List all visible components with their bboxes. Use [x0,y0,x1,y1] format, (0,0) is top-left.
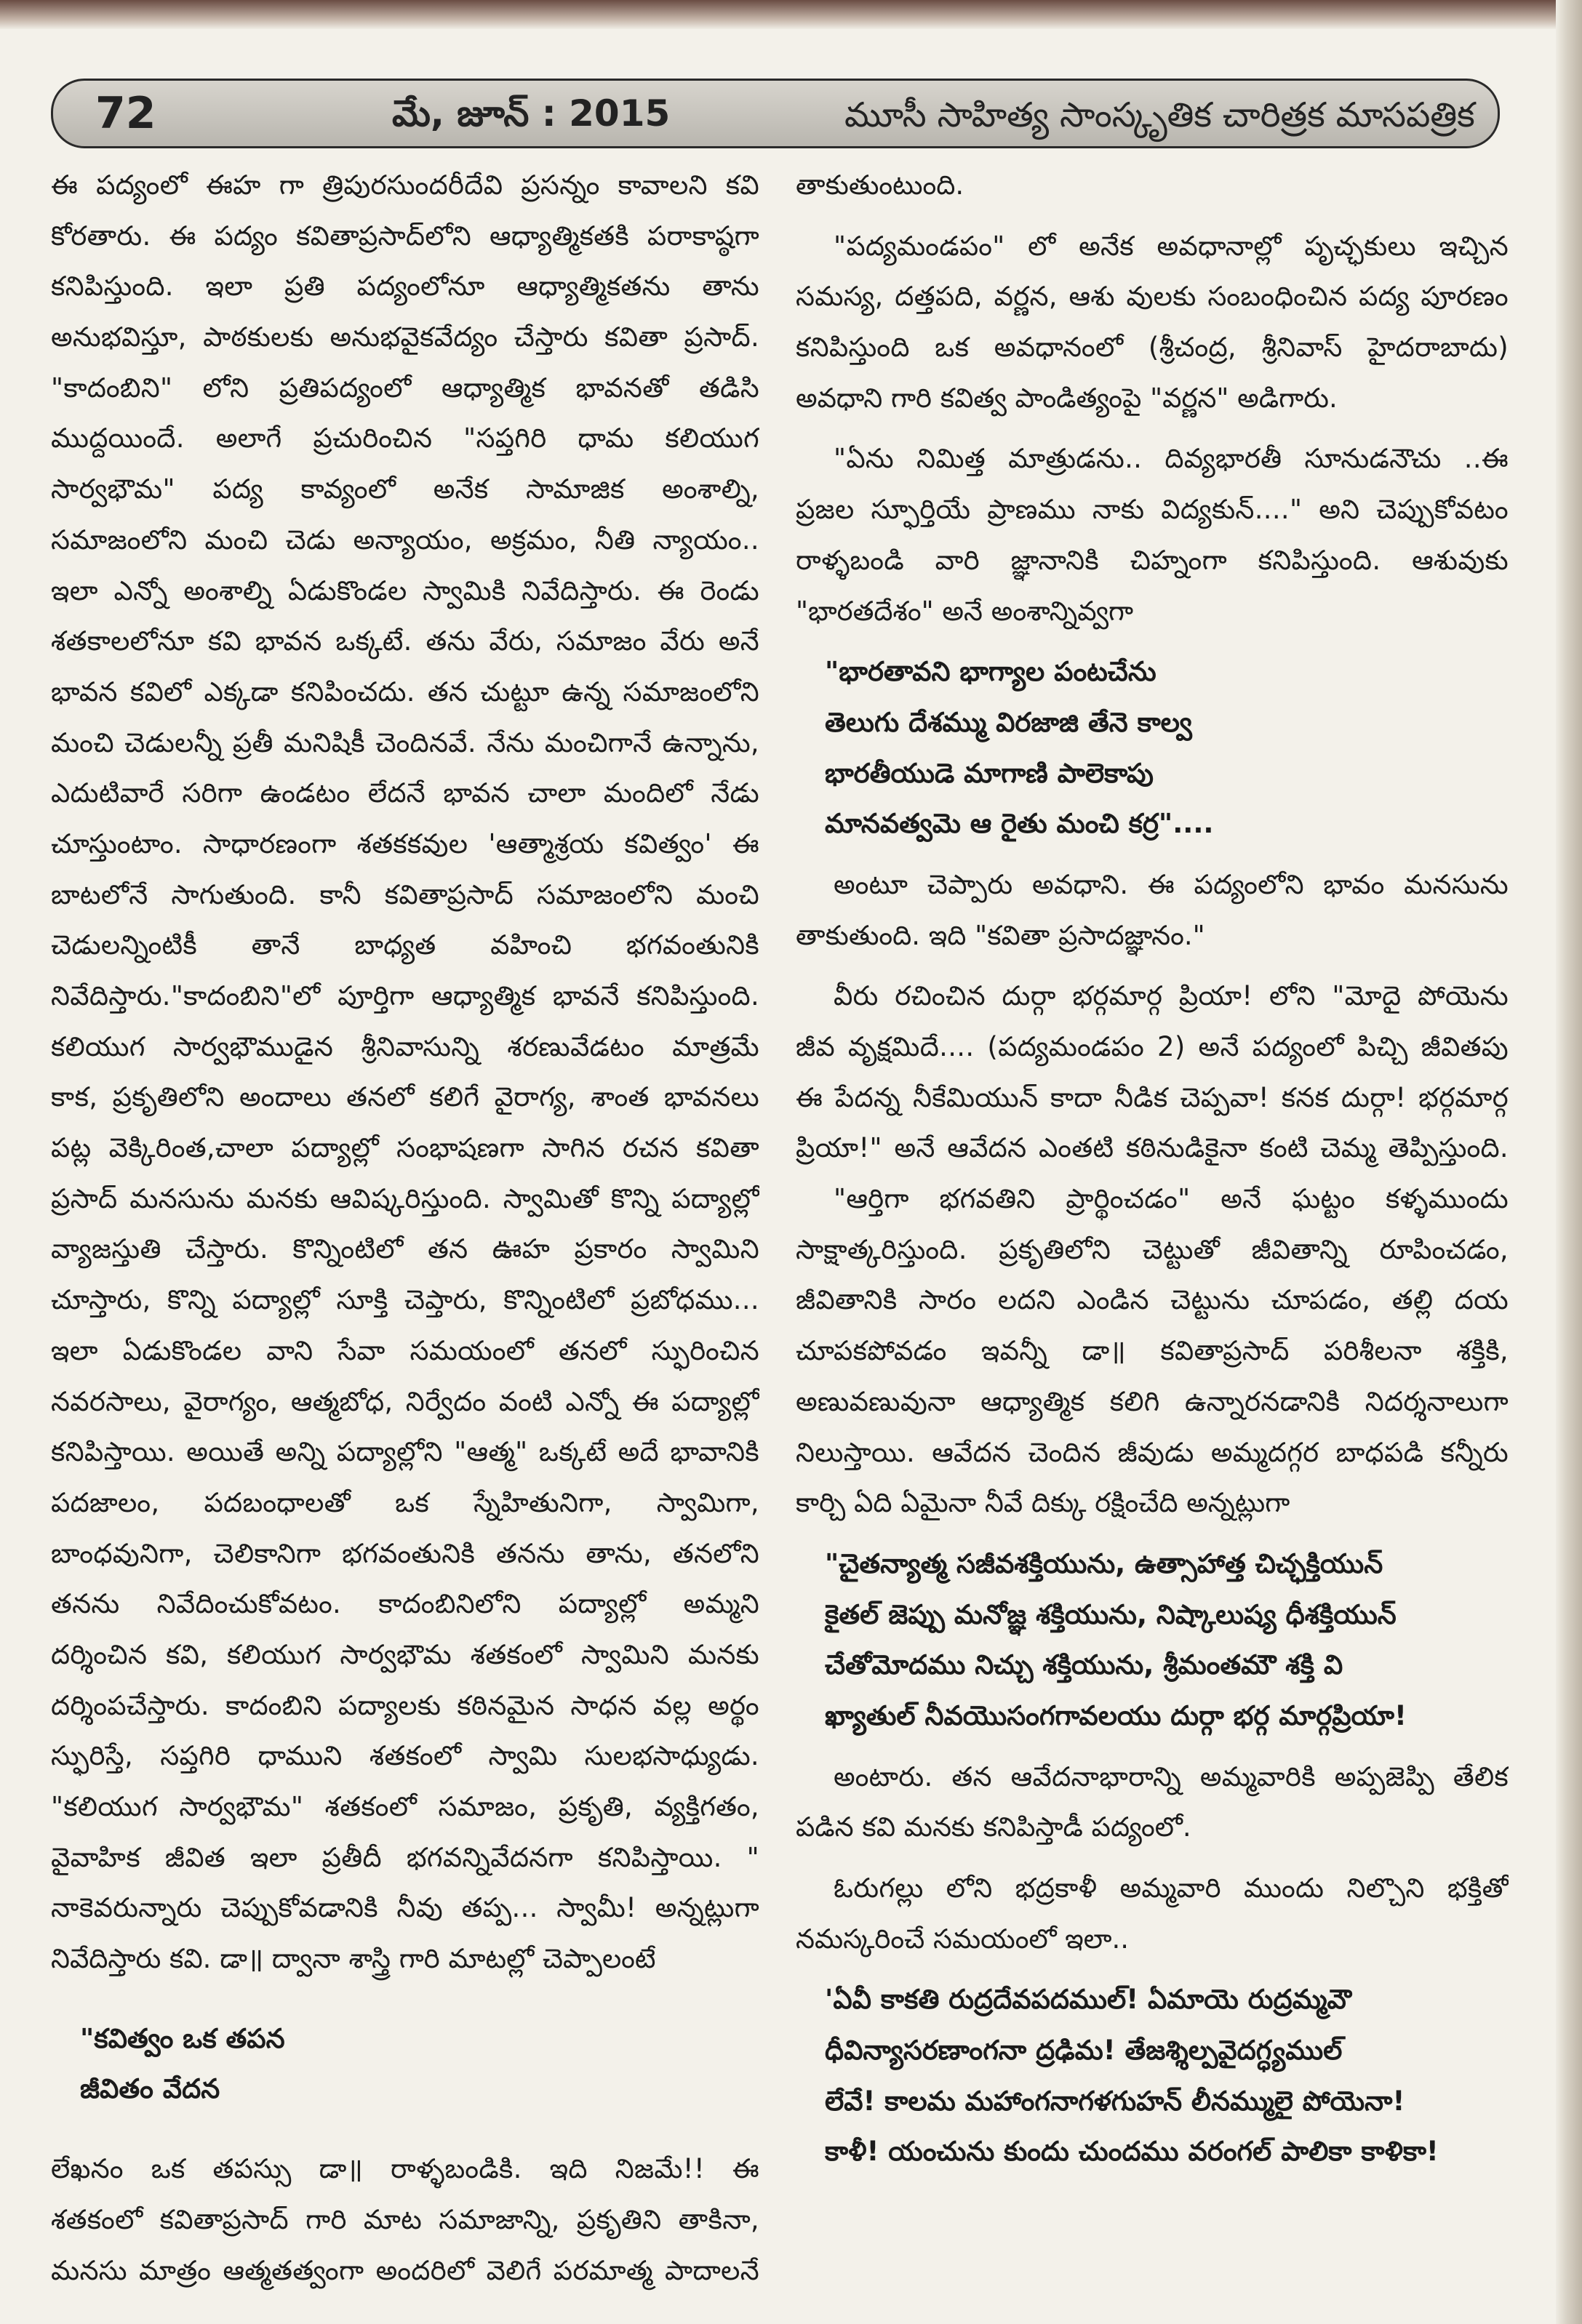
page-right-edge [1556,0,1582,2324]
text-line: కలియుగ సార్వభౌముడైన శ్రీనివాసున్ని శరణువేడటం మాత్రమే [51,1030,759,1062]
verse-line: "భారతావని భాగ్యాల పంటచేను [825,656,1156,688]
text-line: బాంధవునిగా, చెలికానిగా భగవంతునికి తనను తాను, తనలోని [51,1537,759,1569]
text-line: మనసు మాత్రం ఆత్మతత్వంగా అందరిలో వెలిగే పరమాత్మ పాదాలనే [51,2254,759,2286]
magazine-title: మూసీ సాహిత్య సాంస్కృతిక చారిత్రక మాసపత్రిక [844,95,1475,135]
text-line: "కాదంబిని" లోని ప్రతిపద్యంలో ఆధ్యాత్మిక భావనతో తడిసి [51,372,759,404]
text-line: కనిపిస్తుంది ఒక అవధానంలో (శ్రీచంద్ర, శ్రీనివాస్ హైదరాబాదు) [796,332,1509,364]
text-line: పడిన కవి మనకు కనిపిస్తాడీ పద్యంలో. [796,1811,1191,1843]
right-paragraph-2 [796,433,1509,636]
text-line: పదజాలం, పదబంధాలతో ఒక స్నేహితునిగా, స్వామిగా, [51,1486,759,1518]
verse-chaitanyatma [796,1539,1509,1742]
right-paragraph-1 [796,221,1509,424]
text-line: సాక్షాత్కరిస్తుంది. ప్రకృతిలోని చెట్టుతో జీవితాన్ని రూపించడం, [796,1233,1509,1265]
text-line: ఎదుటివారే సరిగా ఉండటం లేదనే భావన చాలా మందిలో నేడు [51,777,759,809]
issue-date: మే, జూన్ : 2015 [392,92,671,135]
right-column [796,160,1509,2177]
verse-line: ఖ్యాతుల్ నీవయొసంగగావలయు దుర్గా భర్గ మార్గప్రియా! [825,1699,1407,1731]
verse-line: 'ఏవీ కాకతి రుద్రదేవపదముల్! ఏమాయె రుద్రమ్మవౌ [825,1984,1351,2016]
text-line: నివేదిస్తారు కవి. డా॥ ద్వానా శాస్త్రి గారి మాటల్లో చెప్పాలంటే [51,1943,656,1975]
text-line: కార్చి ఏది ఏమైనా నీవే దిక్కు రక్షించేది అన్నట్లుగా [796,1487,1290,1519]
text-line: "కలియుగ సార్వభౌమ" శతకంలో సమాజం, ప్రకృతి, వ్యక్తిగతం, [51,1791,759,1822]
text-line: రాళ్ళబండి వారి జ్ఞానానికి చిహ్నంగా కనిపిస్తుంది. ఆశువుకు [796,544,1509,576]
verse-line: లేవే! కాలమ మహాంగనాగళగుహన్ లీనమ్ములై పోయెనా! [825,2085,1405,2117]
verse-line: కైతల్ జెప్పు మనోజ్ఞ శక్తియును, నిష్కాలుష్య ధీశక్తియున్ [825,1598,1397,1630]
text-line: ప్రజల స్ఫూర్తియే ప్రాణము నాకు విద్యకున్...." అని చెప్పుకోవటం [796,494,1509,526]
verse-line: ధీవిన్యాసరణాంగనా ద్రఢిమ! తేజశ్శిల్పవైదగ్ధ్యముల్ [825,2035,1343,2067]
left-column [51,160,759,2296]
text-line: అవధాని గారి కవిత్వ పాండిత్యంపై "వర్ణన" అడిగారు. [796,382,1338,414]
text-line: చూస్తారు, కొన్ని పద్యాల్లో సూక్తి చెప్తారు, కొన్నింటిలో ప్రబోధము... [51,1284,759,1316]
verse-line: మానవత్వమె ఆ రైతు మంచి కర్ర".... [825,808,1214,840]
text-line: కనిపిస్తాయి. అయితే అన్ని పద్యాల్లోని "ఆత్మ" ఒక్కటే అదే భావానికి [51,1436,759,1468]
text-line: తాకుతుంది. ఇది "కవితా ప్రసాదజ్ఞానం." [796,919,1205,951]
text-line: "ఏను నిమిత్త మాత్రుడను.. దివ్యభారతీ సూనుడనౌచు ..ఈ [834,443,1509,475]
verse-bharatavani [796,646,1509,849]
page-number: 72 [95,88,156,139]
text-line: చెడులన్నింటికీ తానే బాధ్యత వహించి భగవంతునికి [51,929,759,961]
text-line: నిలుస్తాయి. ఆవేదన చెందిన జీవుడు అమ్మదగ్గర బాధపడి కన్నీరు [796,1436,1509,1468]
quote-line: "కవిత్వం ఒక తపన [80,2022,285,2054]
text-line: ముద్దయిందే. అలాగే ప్రచురించిన "సప్తగిరి ధామ కలియుగ [51,422,759,454]
text-line: భావన కవిలో ఎక్కడా కనిపించదు. తన చుట్టూ ఉన్న సమాజంలోని [51,676,759,708]
text-line: నాకెవరున్నారు చెప్పుకోవడానికి నీవు తప్ప... స్వామీ! అన్నట్లుగా [51,1892,759,1924]
left-quote [51,2014,759,2115]
text-line: తాకుతుంటుంది. [796,169,964,201]
text-line: స్ఫురిస్తే, సప్తగిరి ధాముని శతకంలో స్వామి సులభసాధ్యుడు. [51,1740,759,1772]
text-line: "ఆర్తిగా భగవతిని ప్రార్థించడం" అనే ఘట్టం కళ్ళముందు [834,1183,1509,1215]
verse-line: "చైతన్యాత్మ సజీవశక్తియును, ఉత్సాహాత్త చిచ్ఛక్తియున్ [825,1547,1383,1579]
text-line: పట్ల వెక్కిరింత,చాలా పద్యాల్లో సంభాషణగా సాగిన రచన కవితా [51,1132,759,1164]
text-line: ఓరుగల్లు లోని భద్రకాళీ అమ్మవారి ముందు నిల్చొని భక్తితో [834,1872,1509,1904]
quote-line: జీవితం వేదన [80,2073,220,2105]
verse-line: భారతీయుడె మాగాణి పాలెకాపు [825,757,1154,789]
text-line: అంటారు. తన ఆవేదనాభారాన్ని అమ్మవారికి అప్పజెప్పి తేలిక [834,1760,1509,1792]
text-line: "పద్యమండపం" లో అనేక అవధానాల్లో పృచ్ఛకులు ఇచ్చిన [834,230,1509,262]
text-line: మంచి చెడులన్నీ ప్రతీ మనిషికీ చెందినవే. నేను మంచిగానే ఉన్నాను, [51,726,759,758]
text-line: ప్రసాద్ మనసును మనకు ఆవిష్కరిస్తుంది. స్వామితో కొన్ని పద్యాల్లో [51,1182,759,1214]
verse-kakati [796,1974,1509,2177]
text-line: జీవితానికి సారం లదని ఎండిన చెట్టును చూపడం, తల్లి దయ [796,1284,1509,1316]
text-line: "భారతదేశం" అనే అంశాన్నివ్వగా [796,595,1134,627]
text-line: నవరసాలు, వైరాగ్యం, ఆత్మబోధ, నిర్వేదం వంటి ఎన్నో ఈ పద్యాల్లో [51,1385,759,1417]
text-line: కనిపిస్తుంది. ఇలా ప్రతి పద్యంలోనూ ఆధ్యాత్మికతను తాను [51,271,759,302]
text-line: అణువణువునా ఆధ్యాత్మిక కలిగి ఉన్నారనడానికి నిదర్శనాలుగా [796,1385,1509,1417]
text-line: లేఖనం ఒక తపస్సు డా॥ రాళ్ళబండికి. ఇది నిజమే!! ఈ [51,2153,759,2185]
text-line: సమస్య, దత్తపది, వర్ణన, ఆశు వులకు సంబంధించిన పద్య పూరణం [796,281,1509,313]
text-line: దర్శింపచేస్తారు. కాదంబిని పద్యాలకు కఠినమైన సాధన వల్ల అర్థం [51,1689,759,1721]
text-line: ఇలా ఏడుకొండల వాని సేవా సమయంలో తనలో స్ఫురించిన [51,1334,759,1366]
text-line: వైవాహిక జీవిత ఇలా ప్రతీదీ భగవన్నివేదనగా కనిపిస్తాయి. " [51,1841,759,1873]
right-paragraph-6 [796,1863,1509,1964]
text-line: తనను నివేదించుకోవటం. కాదంబినిలోని పద్యాల్లో అమ్మని [51,1588,759,1620]
text-line: అనుభవిస్తూ, పాఠకులకు అనుభవైకవేద్యం చేస్తారు కవితా ప్రసాద్. [51,321,759,353]
page-top-edge [0,0,1582,29]
left-paragraph-1 [51,160,759,1984]
right-paragraph-4 [796,971,1509,1528]
page-header-banner [51,79,1500,148]
text-line: చూపకపోవడం ఇవన్నీ డా॥ కవితాప్రసాద్ పరిశీలనా శక్తికి, [796,1335,1509,1367]
text-line: నమస్కరించే సమయంలో ఇలా.. [796,1923,1130,1955]
right-paragraph-5 [796,1752,1509,1853]
text-line: ఇలా ఎన్నో అంశాల్ని ఏడుకొండల స్వామికి నివేదిస్తారు. ఈ రెండు [51,574,759,606]
text-line: దర్శించిన కవి, కలియుగ సార్వభౌమ శతకంలో స్వామిని మనకు [51,1638,759,1670]
text-line: కోరతారు. ఈ పద్యం కవితాప్రసాద్‌లోని ఆధ్యాత్మికతకి పరాకాష్ఠగా [51,220,759,252]
right-paragraph-3 [796,860,1509,961]
text-line: శతకంలో కవితాప్రసాద్ గారి మాట సమాజాన్ని, ప్రకృతిని తాకినా, [51,2203,759,2235]
text-line: సమాజంలోని మంచి చెడు అన్యాయం, అక్రమం, నీతి న్యాయం.. [51,524,759,556]
text-line: ప్రియా!" అనే ఆవేదన ఎంతటి కఠినుడికైనా కంటి చెమ్మ తెప్పిస్తుంది. [796,1132,1509,1164]
text-line: వీరు రచించిన దుర్గా భర్గమార్గ ప్రియా! లోని "మోదై పోయెను [834,980,1509,1012]
text-line: కాక, ప్రకృతిలోని అందాలు తనలో కలిగే వైరాగ్య, శాంత భావనలు [51,1081,759,1113]
text-line: చూస్తుంటాం. సాధారణంగా శతకకవుల 'ఆత్మాశ్రయ కవిత్వం' ఈ [51,828,759,860]
verse-line: చేతోమోదము నిచ్చు శక్తియును, శ్రీమంతమౌ శక్తి వి [825,1649,1343,1681]
verse-line: తెలుగు దేశమ్ము విరజాజి తేనె కాల్వ [825,706,1192,738]
text-line: నివేదిస్తారు."కాదంబిని"లో పూర్తిగా ఆధ్యాత్మిక భావనే కనిపిస్తుంది. [51,980,759,1011]
text-line: ఈ పద్యంలో ఈహ గా త్రిపురసుందరీదేవి ప్రసన్నం కావాలని కవి [51,169,759,201]
text-line: సార్వభౌమ" పద్య కావ్యంలో అనేక సామాజిక అంశాల్ని, [51,473,759,505]
text-line: ఈ పేదన్న నీకేమియున్ కాదా నీడిక చెప్పవా! కనక దుర్గా! భర్గమార్గ [796,1081,1509,1113]
text-line: అంటూ చెప్పారు అవధాని. ఈ పద్యంలోని భావం మనసును [834,868,1509,900]
verse-line: కాళీ! యంచును కుందు చుందము వరంగల్ పాలికా కాళికా! [825,2136,1439,2168]
text-line: శతకాలలోనూ కవి భావన ఒక్కటే. తను వేరు, సమాజం వేరు అనే [51,625,759,657]
left-paragraph-2 [51,2144,759,2296]
text-line: జీవ వృక్షమిదే.... (పద్యమండపం 2) అనే పద్యంలో పిచ్చి జీవితపు [796,1031,1509,1062]
text-line: వ్యాజస్తుతి చేస్తారు. కొన్నింటిలో తన ఊహ ప్రకారం స్వామిని [51,1233,759,1265]
text-line: బాటలోనే సాగుతుంది. కానీ కవితాప్రసాద్ సమాజంలోని మంచి [51,878,759,910]
